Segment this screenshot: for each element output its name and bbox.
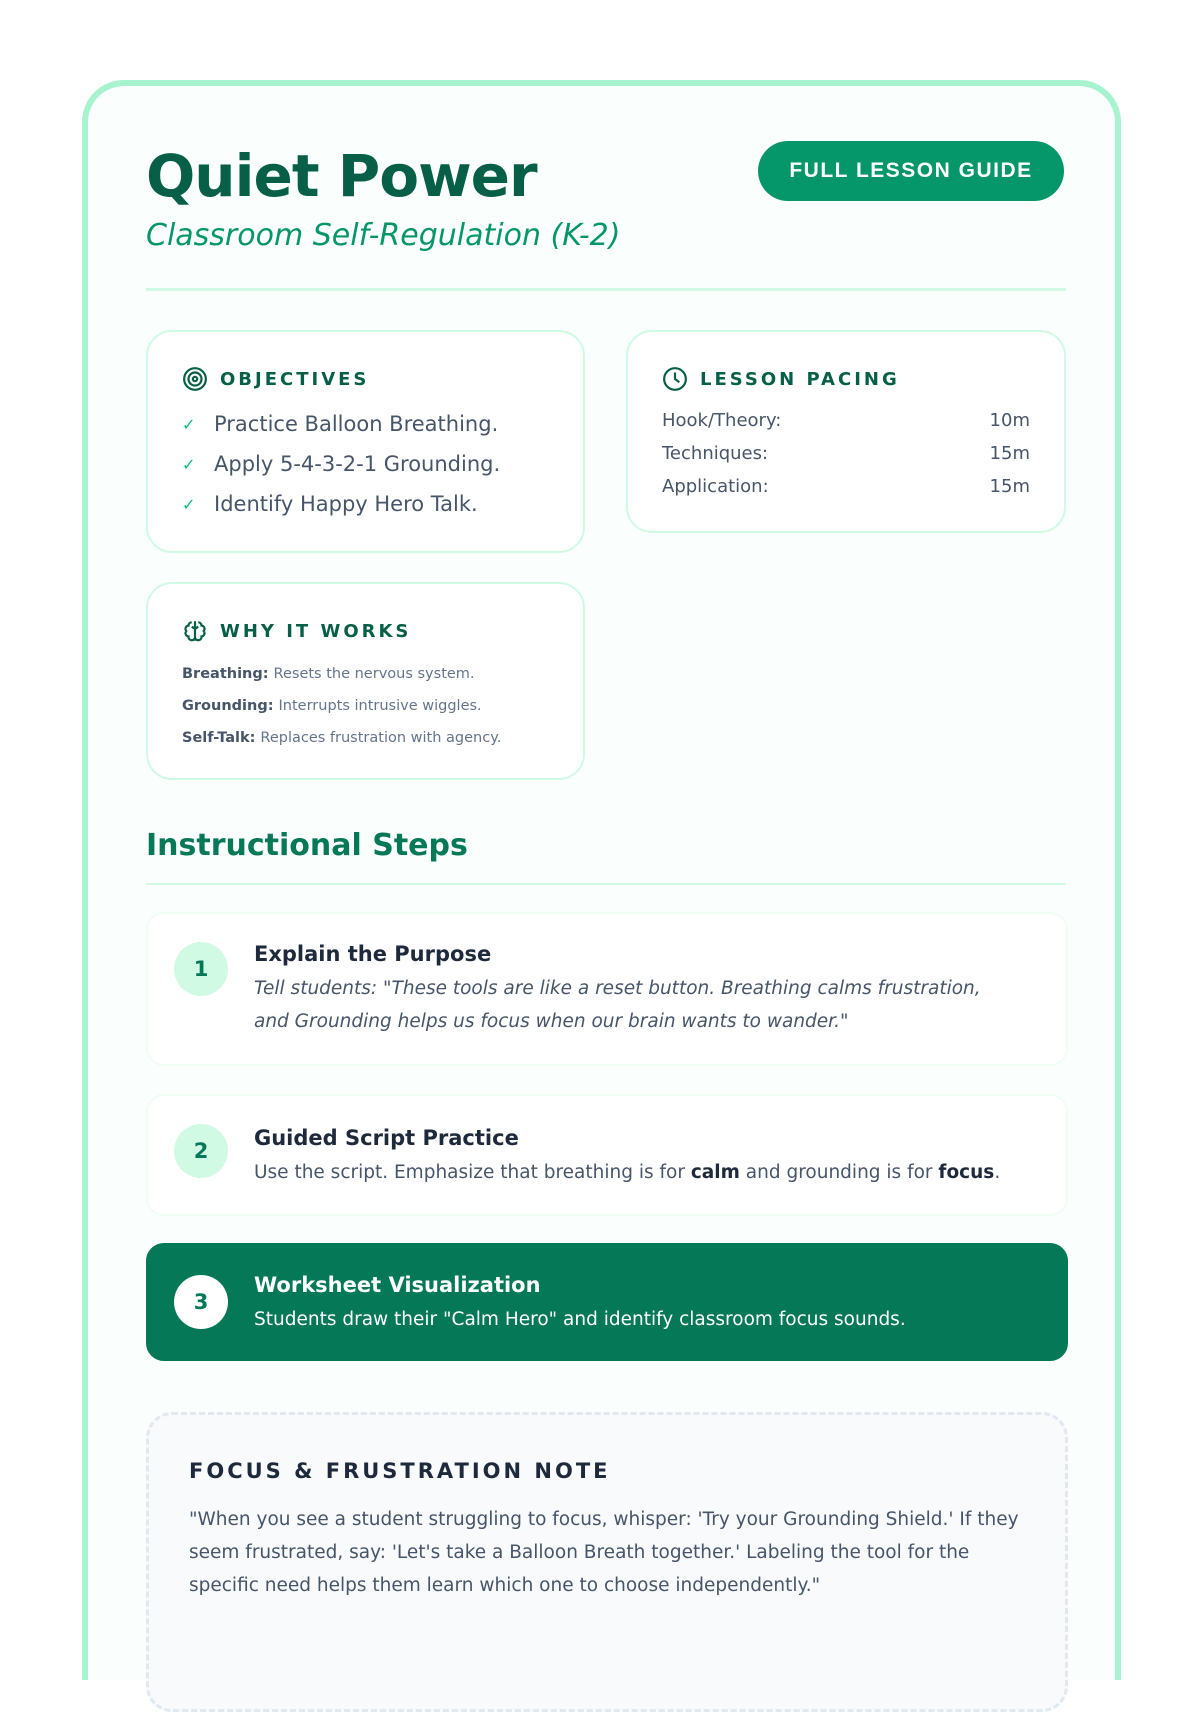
objective-text: Apply 5-4-3-2-1 Grounding. xyxy=(214,452,501,476)
step-description: Use the script. Emphasize that breathing is for calm and grounding is for focus. xyxy=(254,1162,1001,1183)
step-number: 3 xyxy=(174,1275,228,1329)
objective-text: Practice Balloon Breathing. xyxy=(214,412,499,436)
brain-icon xyxy=(182,618,208,644)
why-term: Grounding: xyxy=(182,698,274,714)
pacing-row xyxy=(662,437,1030,470)
why-text: Resets the nervous system. xyxy=(273,666,475,682)
objective-text: Identify Happy Hero Talk. xyxy=(214,492,478,516)
why-row xyxy=(182,658,501,690)
step-title: Guided Script Practice xyxy=(254,1126,519,1150)
why-term: Self-Talk: xyxy=(182,730,256,746)
clock-icon xyxy=(662,366,688,392)
instructional-steps-heading: Instructional Steps xyxy=(146,828,468,863)
why-text: Replaces frustration with agency. xyxy=(260,730,502,746)
pacing-label: Hook/Theory: xyxy=(662,410,782,431)
why-text: Interrupts intrusive wiggles. xyxy=(278,698,482,714)
step-card xyxy=(146,1094,1068,1216)
why-heading: WHY IT WORKS xyxy=(220,620,412,642)
step-number: 2 xyxy=(174,1124,228,1178)
note-text: "When you see a student struggling to focus, whisper: 'Try your Grounding Shield.' If they seem frustrated, say: 'Let's take a Balloon Breath together.' Labeling the tool for the specific need helps them learn which one to choose independently." xyxy=(189,1509,1019,1596)
objective-item xyxy=(182,484,500,524)
lesson-card xyxy=(82,80,1121,1680)
objective-item xyxy=(182,404,500,444)
pacing-heading: LESSON PACING xyxy=(700,368,900,390)
why-term: Breathing: xyxy=(182,666,269,682)
why-it-works-card xyxy=(146,582,585,780)
target-icon xyxy=(182,366,208,392)
focus-frustration-note xyxy=(146,1412,1068,1712)
step-number: 1 xyxy=(174,942,228,996)
step-description: Tell students: "These tools are like a reset button. Breathing calms frustration, and Grounding helps us focus when our brain wants to wander." xyxy=(254,978,981,1032)
objective-item xyxy=(182,444,500,484)
pacing-label: Application: xyxy=(662,476,769,497)
why-row xyxy=(182,722,501,754)
page-title: Quiet Power xyxy=(146,142,537,210)
note-heading: FOCUS & FRUSTRATION NOTE xyxy=(189,1459,611,1483)
step-description: Students draw their "Calm Hero" and identify classroom focus sounds. xyxy=(254,1309,906,1330)
pacing-value: 15m xyxy=(989,476,1030,497)
pacing-label: Techniques: xyxy=(662,443,769,464)
step-title: Worksheet Visualization xyxy=(254,1273,541,1297)
objectives-card xyxy=(146,330,585,553)
check-icon: ✓ xyxy=(182,414,196,434)
step-title: Explain the Purpose xyxy=(254,942,492,966)
full-lesson-guide-button[interactable]: FULL LESSON GUIDE xyxy=(758,141,1064,201)
step-card xyxy=(146,912,1068,1066)
objectives-heading: OBJECTIVES xyxy=(220,368,370,390)
page-subtitle: Classroom Self-Regulation (K-2) xyxy=(146,218,621,253)
check-icon: ✓ xyxy=(182,454,196,474)
step-card-active xyxy=(146,1243,1068,1361)
check-icon: ✓ xyxy=(182,494,196,514)
divider xyxy=(146,883,1066,885)
pacing-value: 15m xyxy=(989,443,1030,464)
pacing-card xyxy=(626,330,1066,533)
pacing-row xyxy=(662,404,1030,437)
divider xyxy=(146,288,1066,291)
why-row xyxy=(182,690,501,722)
pacing-value: 10m xyxy=(989,410,1030,431)
pacing-row xyxy=(662,470,1030,503)
